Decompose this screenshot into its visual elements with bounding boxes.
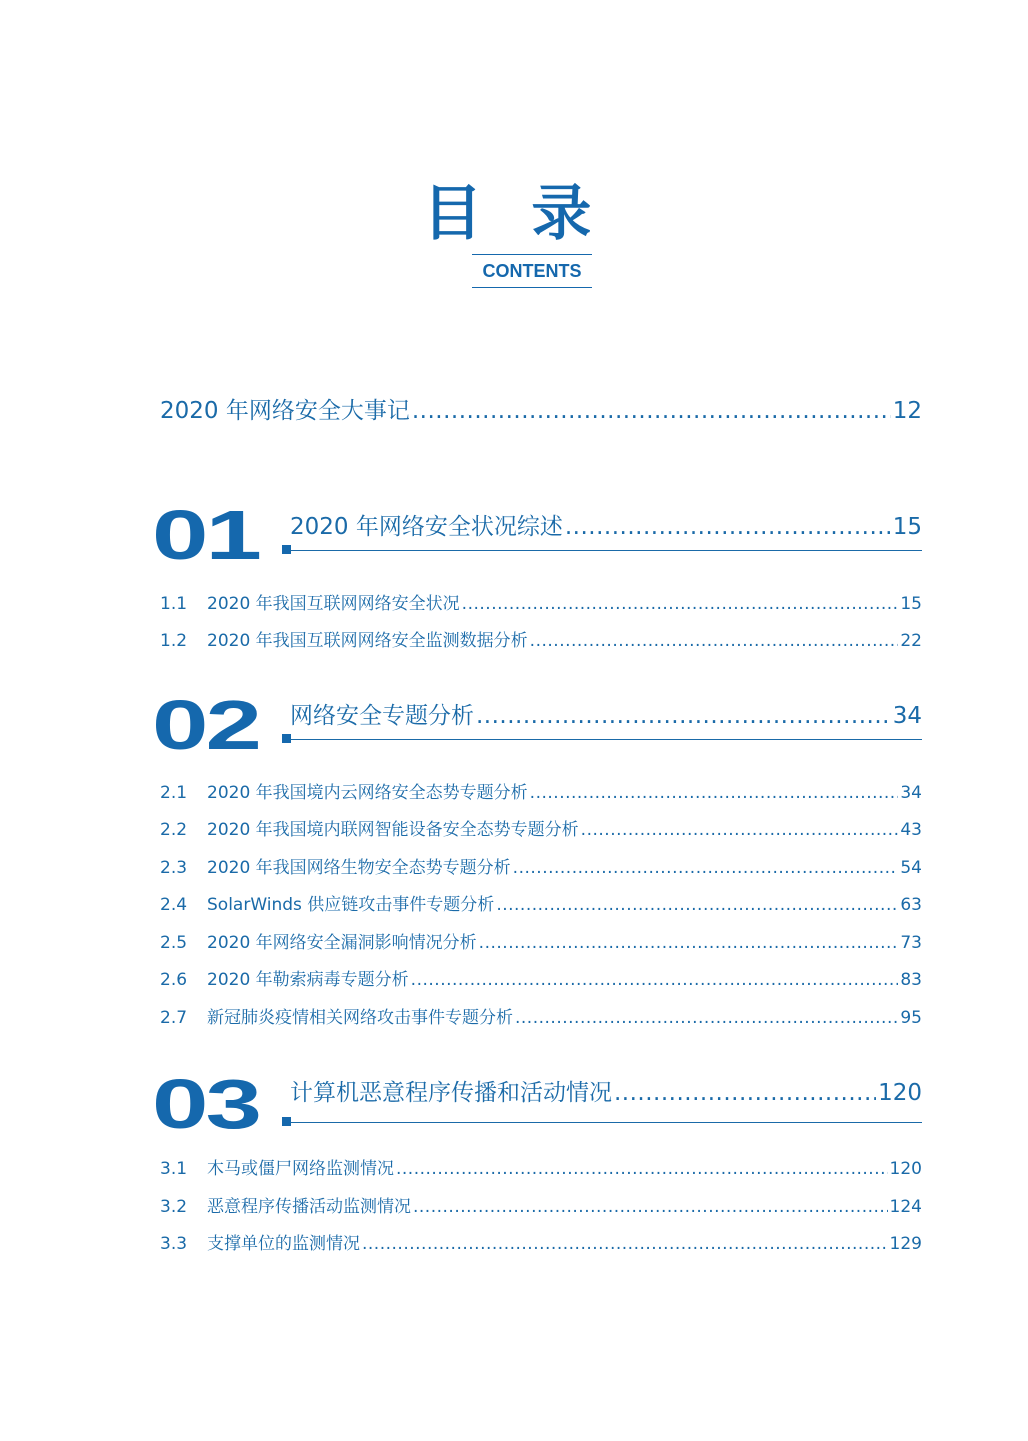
leader-dots <box>362 1234 888 1254</box>
leader-dots <box>565 514 891 540</box>
section-number: 2.1 <box>160 783 188 803</box>
toc-section-row[interactable] <box>160 589 922 614</box>
page-title: 目 录 <box>422 179 606 249</box>
chapter-page: 34 <box>892 703 922 729</box>
chapter-divider <box>290 550 922 551</box>
page-subtitle: CONTENTS <box>482 261 582 281</box>
toc-entry-title: 2020 年网络安全大事记 <box>160 398 410 424</box>
section-page: 54 <box>900 858 922 878</box>
section-title: 2020 年网络安全漏洞影响情况分析 <box>207 933 477 953</box>
section-number: 1.1 <box>160 594 188 614</box>
leader-dots <box>530 631 899 651</box>
section-page: 34 <box>900 783 922 803</box>
chapter-heading[interactable] <box>290 697 922 730</box>
section-number: 3.1 <box>160 1159 188 1179</box>
leader-dots <box>515 1008 898 1028</box>
section-number: 2.4 <box>160 895 188 915</box>
section-title: SolarWinds 供应链攻击事件专题分析 <box>207 895 495 915</box>
section-number: 3.3 <box>160 1234 188 1254</box>
leader-dots <box>476 703 891 729</box>
section-page: 15 <box>900 594 922 614</box>
chapter-divider <box>290 1122 922 1123</box>
section-title: 2020 年我国网络生物安全态势专题分析 <box>207 858 511 878</box>
section-page: 120 <box>889 1159 922 1179</box>
toc-entry-events[interactable] <box>160 392 922 425</box>
section-page: 22 <box>900 631 922 651</box>
chapter-page: 120 <box>878 1080 922 1106</box>
leader-dots <box>614 1080 876 1106</box>
section-page: 83 <box>900 970 922 990</box>
subtitle-box <box>472 254 592 288</box>
leader-dots <box>530 783 899 803</box>
toc-section-row[interactable] <box>160 928 922 953</box>
leader-dots <box>411 970 899 990</box>
section-number: 2.3 <box>160 858 188 878</box>
toc-section-row[interactable] <box>160 1192 922 1217</box>
leader-dots <box>513 858 899 878</box>
chapter-heading[interactable] <box>290 508 922 541</box>
section-page: 63 <box>900 895 922 915</box>
section-title: 2020 年勒索病毒专题分析 <box>207 970 409 990</box>
chapter-number: 02 <box>152 686 260 764</box>
section-title: 2020 年我国境内云网络安全态势专题分析 <box>207 783 528 803</box>
section-number: 2.6 <box>160 970 188 990</box>
section-number: 1.2 <box>160 631 188 651</box>
section-number: 2.5 <box>160 933 188 953</box>
toc-entry-page: 12 <box>892 398 922 424</box>
section-title: 新冠肺炎疫情相关网络攻击事件专题分析 <box>207 1008 513 1028</box>
toc-section-row[interactable] <box>160 1154 922 1179</box>
section-page: 95 <box>900 1008 922 1028</box>
section-page: 43 <box>900 820 922 840</box>
section-number: 2.7 <box>160 1008 188 1028</box>
toc-section-row[interactable] <box>160 1229 922 1254</box>
section-number: 3.2 <box>160 1197 188 1217</box>
chapter-heading[interactable] <box>290 1074 922 1107</box>
leader-dots <box>496 895 898 915</box>
toc-section-row[interactable] <box>160 890 922 915</box>
section-title: 2020 年我国境内联网智能设备安全态势专题分析 <box>207 820 579 840</box>
toc-section-row[interactable] <box>160 965 922 990</box>
toc-section-row[interactable] <box>160 626 922 651</box>
section-page: 73 <box>900 933 922 953</box>
section-title: 恶意程序传播活动监测情况 <box>207 1197 411 1217</box>
leader-dots <box>462 594 899 614</box>
section-page: 129 <box>889 1234 922 1254</box>
section-title: 木马或僵尸网络监测情况 <box>207 1159 394 1179</box>
section-title: 2020 年我国互联网网络安全监测数据分析 <box>207 631 528 651</box>
toc-section-row[interactable] <box>160 853 922 878</box>
leader-dots <box>396 1159 888 1179</box>
chapter-divider <box>290 739 922 740</box>
leader-dots <box>412 398 891 424</box>
chapter-title: 计算机恶意程序传播和活动情况 <box>290 1080 612 1106</box>
section-number: 2.2 <box>160 820 188 840</box>
toc-section-row[interactable] <box>160 815 922 840</box>
leader-dots <box>581 820 899 840</box>
leader-dots <box>413 1197 888 1217</box>
leader-dots <box>479 933 899 953</box>
chapter-title: 2020 年网络安全状况综述 <box>290 514 563 540</box>
toc-section-row[interactable] <box>160 1003 922 1028</box>
chapter-number: 01 <box>152 496 260 574</box>
chapter-number: 03 <box>152 1065 260 1143</box>
chapter-title: 网络安全专题分析 <box>290 703 474 729</box>
chapter-page: 15 <box>892 514 922 540</box>
section-page: 124 <box>889 1197 922 1217</box>
section-title: 2020 年我国互联网网络安全状况 <box>207 594 460 614</box>
toc-section-row[interactable] <box>160 778 922 803</box>
section-title: 支撑单位的监测情况 <box>207 1234 360 1254</box>
